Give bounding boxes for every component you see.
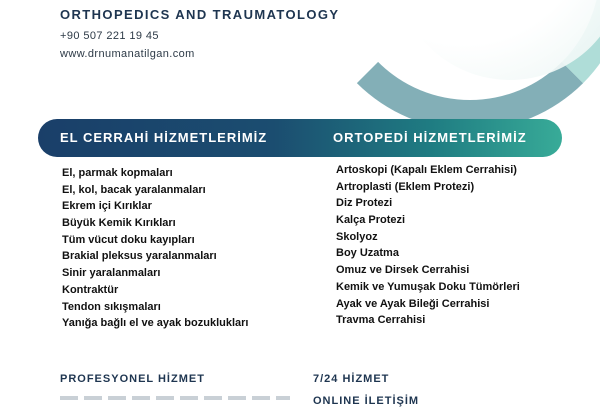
list-item: Yanığa bağlı el ve ayak bozuklukları	[62, 317, 249, 330]
list-item: Ayak ve Ayak Bileği Cerrahisi	[336, 297, 490, 310]
list-item: Diz Protezi	[336, 197, 393, 210]
services-banner	[38, 119, 562, 157]
list-item: Ekrem içi Kırıklar	[62, 200, 152, 213]
list-item: Boy Uzatma	[336, 247, 399, 260]
list-item: Büyük Kemik Kırıkları	[62, 217, 176, 230]
list-item: El, parmak kopmaları	[62, 167, 173, 179]
professional-service-heading: PROFESYONEL HİZMET	[60, 373, 205, 385]
faded-text-line	[60, 396, 290, 400]
orthopedics-heading: ORTOPEDİ HİZMETLERİMİZ	[333, 130, 527, 145]
list-item: El, kol, bacak yaralanmaları	[62, 183, 206, 196]
list-item: Omuz ve Dirsek Cerrahisi	[336, 264, 470, 277]
specialty-title: ORTHOPEDICS AND TRAUMATOLOGY	[60, 7, 340, 22]
list-item: Travma Cerrahisi	[336, 314, 426, 327]
list-item: Brakial pleksus yaralanmaları	[62, 250, 217, 263]
phone-number[interactable]: +90 507 221 19 45	[60, 30, 159, 42]
list-item: Kemik ve Yumuşak Doku Tümörleri	[336, 280, 520, 293]
list-item: Skolyoz	[336, 230, 378, 243]
hand-surgery-heading: EL CERRAHİ HİZMETLERİMİZ	[60, 130, 268, 145]
orthopedics-list	[336, 162, 520, 329]
list-item: Tendon sıkışmaları	[62, 300, 161, 313]
list-item: Artoskopi (Kapalı Eklem Cerrahisi)	[336, 164, 517, 176]
list-item: Artroplasti (Eklem Protezi)	[336, 180, 475, 193]
list-item: Kontraktür	[62, 283, 119, 296]
always-open-heading: 7/24 HİZMET	[313, 373, 390, 385]
list-item: Sinir yaralanmaları	[62, 267, 161, 280]
website-link[interactable]: www.drnumanatilgan.com	[60, 48, 195, 60]
online-contact-heading: ONLINE İLETİŞİM	[313, 395, 420, 407]
list-item: Kalça Protezi	[336, 214, 406, 227]
list-item: Tüm vücut doku kayıpları	[62, 233, 195, 246]
hand-surgery-list	[62, 165, 248, 332]
